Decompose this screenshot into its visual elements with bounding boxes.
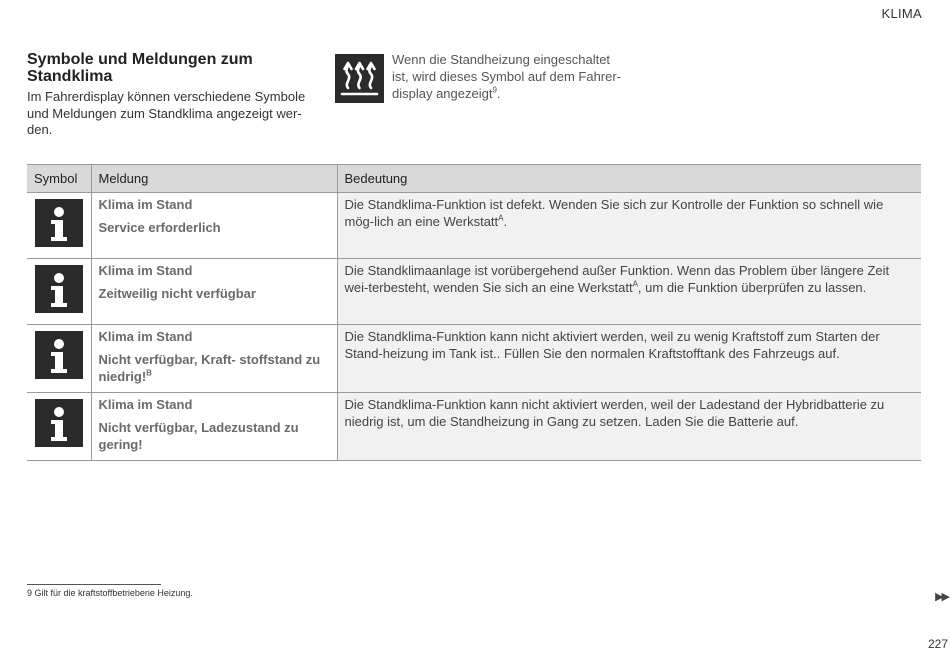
info-icon — [35, 265, 83, 313]
footnote-text: Gilt für die kraftstoffbetriebene Heizung. — [32, 588, 193, 598]
table-row — [27, 193, 921, 259]
meaning-cell — [337, 325, 921, 393]
header-message: Meldung — [91, 165, 337, 193]
symbol-cell — [27, 193, 91, 259]
meaning-cell — [337, 393, 921, 461]
footnote-ref: A — [632, 279, 638, 289]
header-meaning: Bedeutung — [337, 165, 921, 193]
meaning-text: Die Standklima-Funktion kann nicht aktiviert werden, weil zu wenig Kraftstoff zum Starten der Stand-heizung im Tank ist.. Füllen Sie den normalen Kraftstofftank des Fahrzeugs auf. — [344, 329, 880, 361]
info-icon — [35, 331, 83, 379]
footnote-divider — [27, 584, 161, 585]
header-symbol: Symbol — [27, 165, 91, 193]
meaning-cell: Die Standklimaanlage ist vorübergehend außer Funktion. Wenn das Problem über längere Zeit wei-terbesteht, wenden Sie sich an eine Werkstatt$^A$, um die Funktion überprüfen zu lassen. — [337, 259, 921, 325]
footnote-ref: B — [146, 368, 152, 378]
message-detail: Zeitweilig nicht verfügbar — [98, 286, 256, 301]
message-title: Klima im Stand — [98, 197, 193, 212]
symbol-cell — [27, 325, 91, 393]
page-title: Symbole und Meldungen zum Standklima — [27, 51, 253, 85]
message-detail: Nicht verfügbar, Ladezustand zu gering! — [98, 420, 299, 452]
message-title: Klima im Stand — [98, 397, 193, 412]
heater-note-text: Wenn die Standheizung eingeschaltet ist, wird dieses Symbol auf dem Fahrer-display angezeigt — [392, 52, 622, 101]
message-detail: Nicht verfügbar, Kraft- stoffstand zu niedrig!$^B$ — [98, 352, 321, 384]
footnote-ref: A — [498, 213, 504, 223]
footnote-number: 9 — [27, 588, 33, 598]
info-icon — [35, 399, 83, 447]
message-title: Klima im Stand — [98, 263, 193, 278]
table-row — [27, 393, 921, 461]
heater-icon — [335, 54, 384, 103]
message-cell — [91, 193, 337, 259]
symbol-cell — [27, 259, 91, 325]
table-row — [27, 259, 921, 325]
meaning-text: Die Standklima-Funktion kann nicht aktiviert werden, weil der Ladestand der Hybridbatterie zu niedrig ist, um die Standheizung in Gang zu setzen. Laden Sie die Batterie auf. — [344, 397, 885, 429]
footnote — [27, 588, 193, 598]
messages-table — [27, 164, 921, 461]
info-icon — [35, 199, 83, 247]
message-cell — [91, 259, 337, 325]
meaning-cell: Die Standklima-Funktion ist defekt. Wenden Sie sich zur Kontrolle der Funktion so schnell wie mög-lich an eine Werkstatt$^A$. — [337, 193, 921, 259]
intro-text: Im Fahrerdisplay können verschiedene Symbole und Meldungen zum Standklima angezeigt wer-den. — [27, 89, 306, 137]
table-row — [27, 325, 921, 393]
section-title: KLIMA — [881, 6, 922, 21]
next-page-arrows-icon[interactable]: ▶▶ — [935, 591, 948, 603]
meaning-text: Die Standklimaanlage ist vorübergehend außer Funktion. Wenn das Problem über längere Zeit wei-terbesteht, wenden Sie sich an eine Werkstatt — [344, 263, 890, 295]
footnote-ref: 9 — [492, 85, 497, 95]
heater-note — [392, 51, 622, 102]
page-number: 227 — [927, 637, 948, 651]
symbol-cell — [27, 393, 91, 461]
message-cell — [91, 325, 337, 393]
message-title: Klima im Stand — [98, 329, 193, 344]
heater-note-end: . — [496, 86, 501, 101]
table-header-row — [27, 165, 921, 193]
meaning-text: Die Standklima-Funktion ist defekt. Wenden Sie sich zur Kontrolle der Funktion so schnell wie mög-lich an eine Werkstatt — [344, 197, 884, 229]
message-cell — [91, 393, 337, 461]
message-detail: Service erforderlich — [98, 220, 221, 235]
